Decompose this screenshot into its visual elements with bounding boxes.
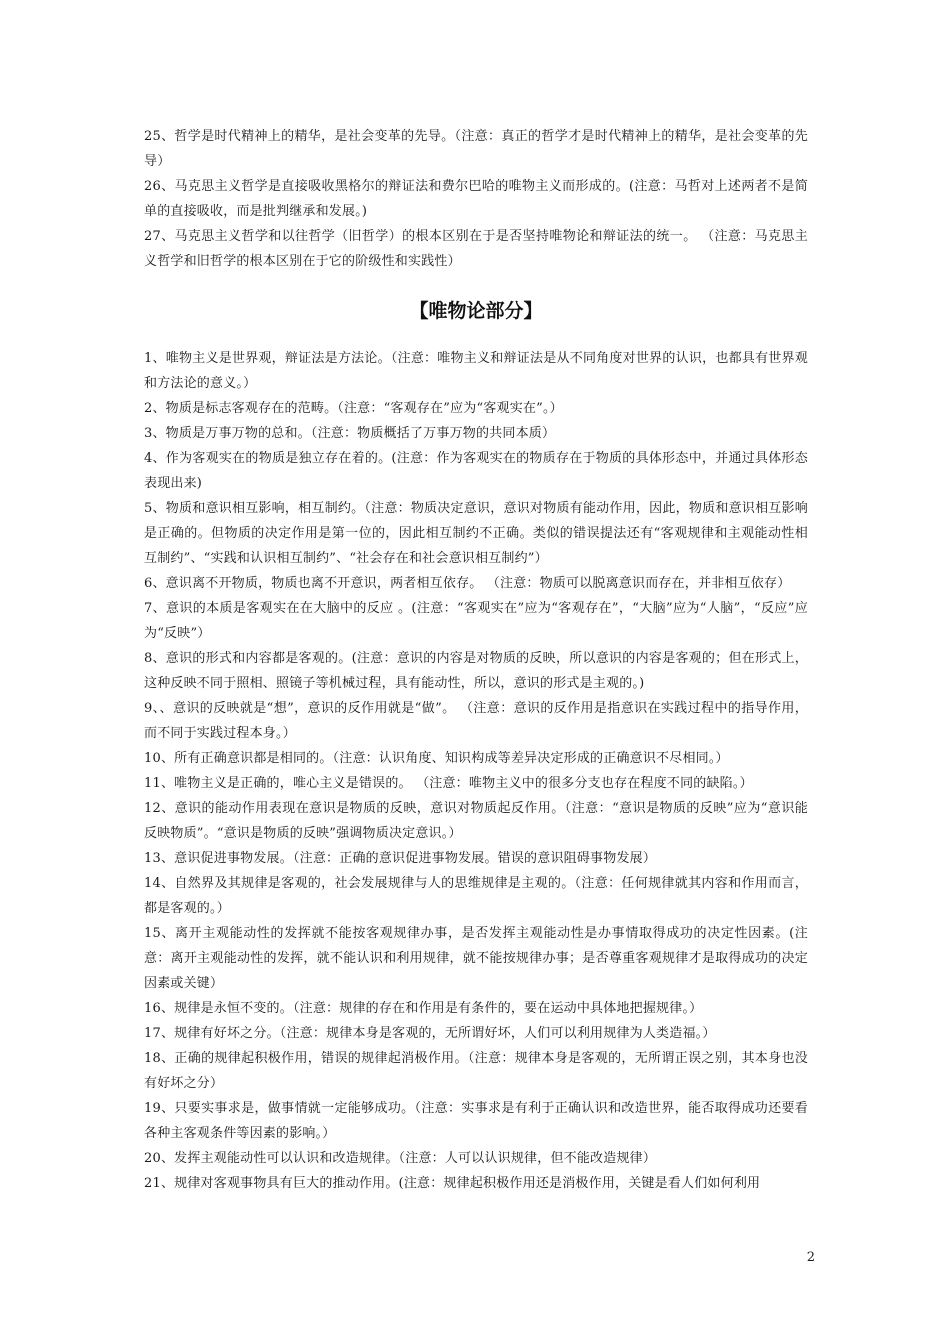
- list-item: 27、马克思主义哲学和以往哲学（旧哲学）的根本区别在于是否坚持唯物论和辩证法的统一。 （注意：马克思主义哲学和旧哲学的根本区别在于它的阶级性和实践性）: [144, 229, 808, 269]
- list-item: 19、只要实事求是，做事情就一定能够成功。（注意：实事求是有利于正确认识和改造世界，能否取得成功还要看各种主客观条件等因素的影响。）: [144, 1101, 808, 1141]
- list-item: 16、规律是永恒不变的。（注意：规律的存在和作用是有条件的，要在运动中具体地把握规律。）: [144, 1001, 703, 1016]
- list-item: 12、意识的能动作用表现在意识是物质的反映，意识对物质起反作用。（注意：“意识是物质的反映”应为“意识能反映物质”。“意识是物质的反映”强调物质决定意识。）: [144, 801, 808, 841]
- list-item: 10、所有正确意识都是相同的。（注意：认识角度、知识构成等差异决定形成的正确意识不尽相同。）: [144, 751, 729, 766]
- list-item: 8、意识的形式和内容都是客观的。(注意：意识的内容是对物质的反映，所以意识的内容是客观的；但在形式上，这种反映不同于照相、照镜子等机械过程，具有能动性，所以，意识的形式是主观的。): [144, 651, 808, 691]
- list-item: 15、离开主观能动性的发挥就不能按客观规律办事，是否发挥主观能动性是办事情取得成功的决定性因素。(注意：离开主观能动性的发挥，就不能认识和利用规律，就不能按规律办事；是否尊重客观规律才是取得成功的决定因素或关键）: [144, 926, 808, 991]
- list-item: 18、正确的规律起积极作用，错误的规律起消极作用。（注意：规律本身是客观的，无所谓正误之别，其本身也没有好坏之分）: [144, 1051, 808, 1091]
- list-item: 11、唯物主义是正确的，唯心主义是错误的。 （注意：唯物主义中的很多分支也存在程度不同的缺陷。）: [144, 776, 753, 791]
- list-item: 4、作为客观实在的物质是独立存在着的。(注意：作为客观实在的物质存在于物质的具体形态中，并通过具体形态表现出来): [144, 451, 808, 491]
- list-item: 9、、意识的反映就是“想”，意识的反作用就是“做”。 （注意：意识的反作用是指意识在实践过程中的指导作用，而不同于实践过程本身。）: [144, 701, 808, 741]
- list-item: 25、哲学是时代精神上的精华，是社会变革的先导。（注意：真正的哲学才是时代精神上的精华，是社会变革的先导）: [144, 129, 808, 169]
- list-item: 20、发挥主观能动性可以认识和改造规律。（注意：人可以认识规律，但不能改造规律）: [144, 1151, 657, 1166]
- list-item: 6、意识离不开物质，物质也离不开意识，两者相互依存。 （注意：物质可以脱离意识而存在，并非相互依存）: [144, 576, 791, 591]
- list-item: 5、物质和意识相互影响，相互制约。（注意：物质决定意识，意识对物质有能动作用，因此，物质和意识相互影响是正确的。但物质的决定作用是第一位的，因此相互制约不正确。类似的错误提法还有“客观规律和主观能动性相互制约”、“实践和认识相互制约”、“社会存在和社会意识相互制约”）: [144, 501, 808, 566]
- list-item: 21、规律对客观事物具有巨大的推动作用。(注意：规律起积极作用还是消极作用，关键是看人们如何利用: [144, 1176, 761, 1191]
- list-item: 17、规律有好坏之分。（注意：规律本身是客观的，无所谓好坏，人们可以利用规律为人类造福。）: [144, 1026, 716, 1041]
- list-item: 26、马克思主义哲学是直接吸收黑格尔的辩证法和费尔巴哈的唯物主义而形成的。(注意：马哲对上述两者不是简单的直接吸收，而是批判继承和发展。): [144, 179, 808, 219]
- page-content: [144, 124, 808, 1196]
- list-item: 13、意识促进事物发展。（注意：正确的意识促进事物发展。错误的意识阻碍事物发展）: [144, 851, 657, 866]
- page-number: 2: [806, 1250, 815, 1265]
- section-title: 【唯物论部分】: [409, 300, 543, 322]
- list-item: 7、意识的本质是客观实在在大脑中的反应 。(注意：“客观实在”应为“客观存在”，“大脑”应为“人脑”，“反应”应为“反映”）: [144, 601, 808, 641]
- list-item: 14、自然界及其规律是客观的，社会发展规律与人的思维规律是主观的。（注意：任何规律就其内容和作用而言，都是客观的。）: [144, 876, 808, 916]
- list-item: 3、物质是万事万物的总和。（注意：物质概括了万事万物的共同本质）: [144, 426, 556, 441]
- list-item: 2、物质是标志客观存在的范畴。（注意：“客观存在”应为“客观实在”。）: [144, 401, 563, 416]
- list-item: 1、唯物主义是世界观，辩证法是方法论。（注意：唯物主义和辩证法是从不同角度对世界的认识，也都具有世界观和方法论的意义。）: [144, 351, 808, 391]
